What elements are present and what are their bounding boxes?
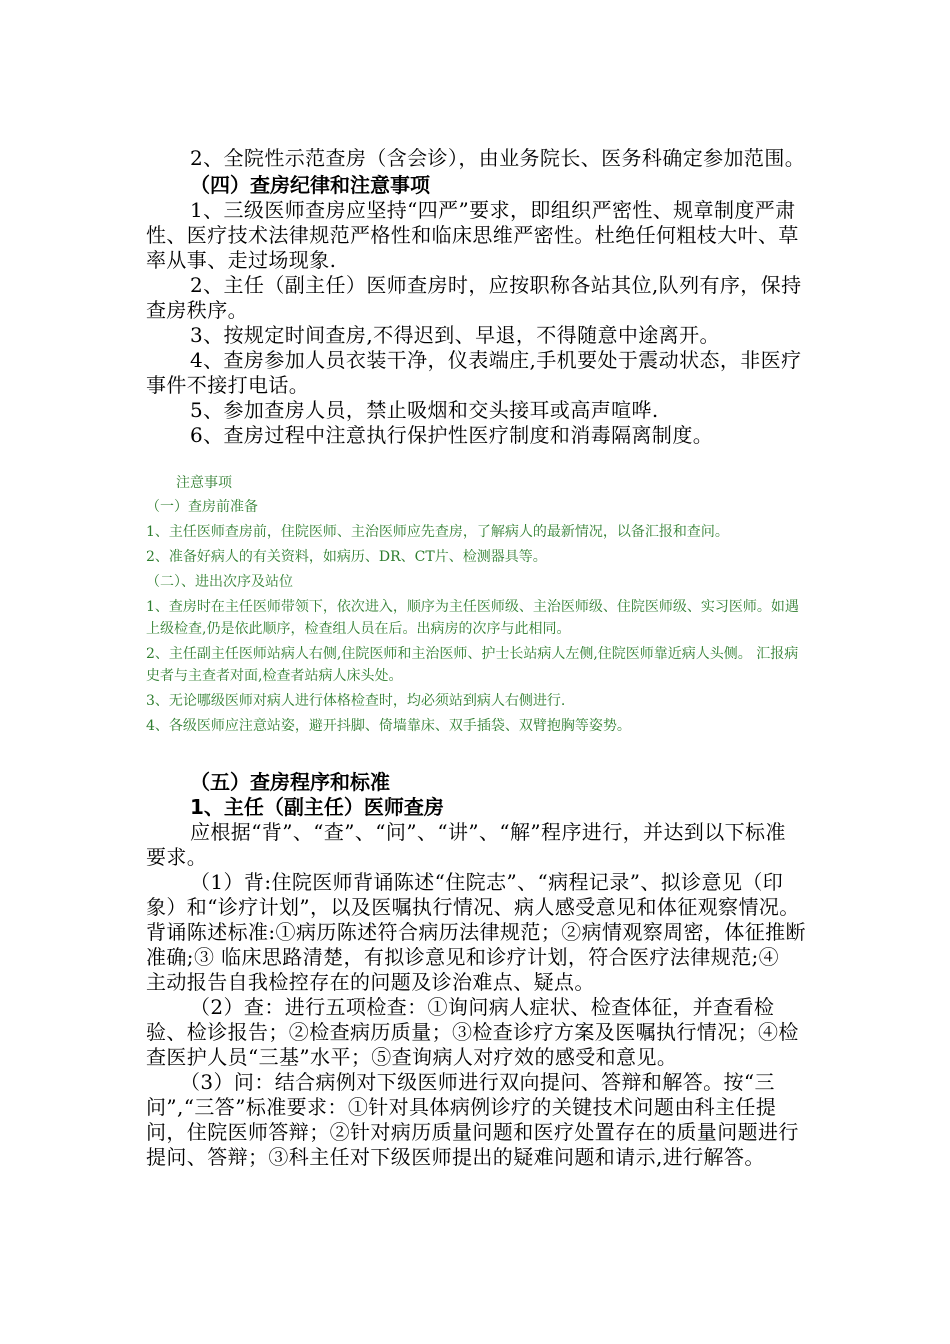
paragraph-item-1: 1、三级医师查房应坚持“四严”要求，即组织严密性、规章制度严肃性、医疗技术法律规范严格性和临床思维严密性。杜绝任何粗枝大叶、草率从事、走过场现象. — [146, 198, 799, 272]
paragraph-item-6: 6、查房过程中注意执行保护性医疗制度和消毒隔离制度。 — [190, 423, 714, 447]
section-five-heading: （五）查房程序和标准 — [190, 770, 390, 794]
paragraph-recite: （1）背:住院医师背诵陈述“住院志”、“病程记录”、拟诊意见（印象）和“诊疗计划”，以及医嘱执行情况、病人感受意见和体征观察情况。背诵陈述标准:①病历陈述符合病历法律规范；②病情观察周密，体征推断准确;③ 临床思路清楚，有拟诊意见和诊疗计划，符合医疗法律规范;④ 主动报告自我检控存在的问题及诊治难点、疑点。 — [146, 870, 806, 994]
notes-sub-heading-1: （一）查房前准备 — [146, 499, 258, 515]
notes-item: 2、准备好病人的有关资料，如病历、DR、CT片、检测器具等。 — [146, 549, 547, 565]
paragraph-ask: （3）问：结合病例对下级医师进行双向提问、答辩和解答。按“三问”,“三答”标准要求：①针对具体病例诊疗的关键技术问题由科主任提问，住院医师答辩；②针对病历质量问题和医疗处置存在的质量问题进行提问、答辩；③科主任对下级医师提出的疑难问题和请示,进行解答。 — [146, 1070, 799, 1169]
notes-title: 注意事项 — [176, 475, 232, 491]
notes-item: 2、主任副主任医师站病人右侧,住院医师和主治医师、护士长站病人左侧,住院医师靠近病人头侧。 汇报病史者与主查者对面,检查者站病人床头处。 — [146, 646, 799, 684]
paragraph-procedure-intro: 应根据“背”、“查”、“问”、“讲”、“解”程序进行，并达到以下标准要求。 — [146, 820, 786, 869]
section-four — [146, 146, 806, 448]
paragraph-item-2: 2、主任（副主任）医师查房时，应按职称各站其位,队列有序，保持查房秩序。 — [146, 273, 802, 322]
notes-item: 4、各级医师应注意站姿，避开抖脚、倚墙靠床、双手插袋、双臂抱胸等姿势。 — [146, 718, 631, 734]
notes-item: 3、无论哪级医师对病人进行体格检查时，均必须站到病人右侧进行. — [146, 693, 566, 709]
paragraph-intro: 2、全院性示范查房（含会诊），由业务院长、医务科确定参加范围。 — [190, 146, 806, 170]
notes-sub-heading-2: （二）、进出次序及站位 — [146, 574, 293, 590]
paragraph-check: （2）查：进行五项检查：①询问病人症状、检查体征，并查看检验、检诊报告；②检查病历质量；③检查诊疗方案及医嘱执行情况；④检查医护人员“三基”水平；⑤查询病人对疗效的感受和意见。 — [146, 995, 799, 1069]
section-five-sub-heading: 1、主任（副主任）医师查房 — [190, 795, 444, 819]
paragraph-item-5: 5、参加查房人员，禁止吸烟和交头接耳或高声喧哗. — [190, 398, 659, 422]
notes-item: 1、主任医师查房前，住院医师、主治医师应先查房，了解病人的最新情况，以备汇报和查问。 — [146, 524, 729, 540]
notes-block — [146, 472, 836, 737]
section-four-heading: （四）查房纪律和注意事项 — [190, 173, 430, 197]
paragraph-item-4: 4、查房参加人员衣装干净，仪表端庄,手机要处于震动状态，非医疗事件不接打电话。 — [146, 348, 802, 397]
section-five — [146, 770, 806, 1170]
notes-item: 1、查房时在主任医师带领下，依次进入，顺序为主任医师级、主治医师级、住院医师级、实习医师。如遇上级检查,仍是依此顺序，检查组人员在后。出病房的次序与此相同。 — [146, 599, 799, 637]
paragraph-item-3: 3、按规定时间查房,不得迟到、早退，不得随意中途离开。 — [190, 323, 720, 347]
